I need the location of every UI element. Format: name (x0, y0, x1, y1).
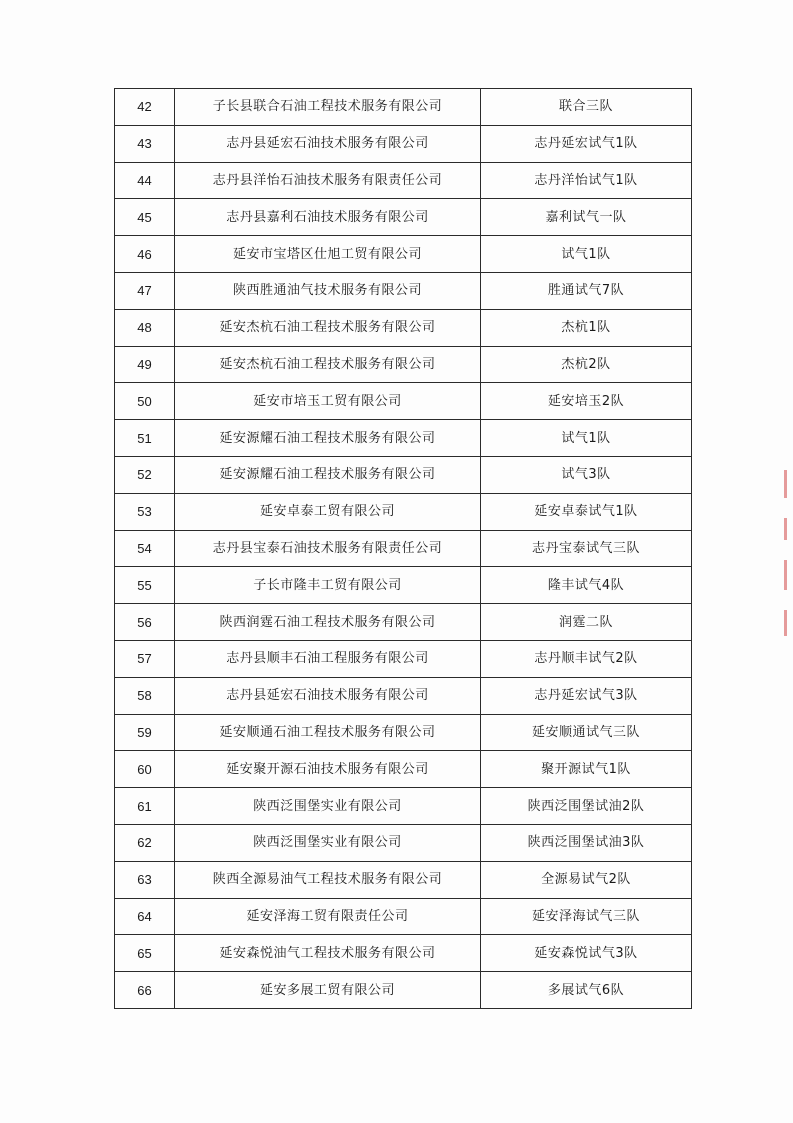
team-name-cell: 试气3队 (481, 456, 692, 493)
company-name-cell: 延安源耀石油工程技术服务有限公司 (175, 420, 481, 457)
team-name-cell: 胜通试气7队 (481, 272, 692, 309)
table-row (115, 604, 692, 641)
table-row (115, 236, 692, 273)
team-name-cell: 杰杭2队 (481, 346, 692, 383)
table-row (115, 640, 692, 677)
table-row (115, 788, 692, 825)
row-number-cell: 57 (115, 640, 175, 677)
row-number-cell: 53 (115, 493, 175, 530)
company-name-cell: 延安泽海工贸有限责任公司 (175, 898, 481, 935)
team-name-cell: 志丹延宏试气1队 (481, 125, 692, 162)
company-name-cell: 延安杰杭石油工程技术服务有限公司 (175, 346, 481, 383)
team-name-cell: 延安顺通试气三队 (481, 714, 692, 751)
table-row (115, 162, 692, 199)
table-row (115, 861, 692, 898)
row-number-cell: 50 (115, 383, 175, 420)
seal-edge-mark (784, 518, 787, 540)
table-row (115, 309, 692, 346)
table-row (115, 383, 692, 420)
company-name-cell: 陕西全源易油气工程技术服务有限公司 (175, 861, 481, 898)
row-number-cell: 63 (115, 861, 175, 898)
company-name-cell: 延安森悦油气工程技术服务有限公司 (175, 935, 481, 972)
table-row (115, 972, 692, 1009)
table-row (115, 493, 692, 530)
company-name-cell: 延安多展工贸有限公司 (175, 972, 481, 1009)
company-name-cell: 志丹县宝泰石油技术服务有限责任公司 (175, 530, 481, 567)
team-name-cell: 隆丰试气4队 (481, 567, 692, 604)
team-name-cell: 延安培玉2队 (481, 383, 692, 420)
row-number-cell: 48 (115, 309, 175, 346)
row-number-cell: 61 (115, 788, 175, 825)
row-number-cell: 55 (115, 567, 175, 604)
table-row (115, 456, 692, 493)
team-name-cell: 聚开源试气1队 (481, 751, 692, 788)
company-name-cell: 志丹县延宏石油技术服务有限公司 (175, 125, 481, 162)
table-row (115, 89, 692, 126)
row-number-cell: 66 (115, 972, 175, 1009)
company-name-cell: 志丹县嘉利石油技术服务有限公司 (175, 199, 481, 236)
row-number-cell: 45 (115, 199, 175, 236)
company-name-cell: 子长市隆丰工贸有限公司 (175, 567, 481, 604)
team-name-cell: 延安森悦试气3队 (481, 935, 692, 972)
table-row (115, 751, 692, 788)
team-roster-table (114, 88, 692, 1009)
company-name-cell: 陕西泛围堡实业有限公司 (175, 824, 481, 861)
team-name-cell: 多展试气6队 (481, 972, 692, 1009)
team-name-cell: 志丹顺丰试气2队 (481, 640, 692, 677)
company-name-cell: 延安顺通石油工程技术服务有限公司 (175, 714, 481, 751)
row-number-cell: 43 (115, 125, 175, 162)
row-number-cell: 44 (115, 162, 175, 199)
table-row (115, 935, 692, 972)
company-name-cell: 志丹县顺丰石油工程服务有限公司 (175, 640, 481, 677)
row-number-cell: 54 (115, 530, 175, 567)
row-number-cell: 56 (115, 604, 175, 641)
team-name-cell: 试气1队 (481, 236, 692, 273)
row-number-cell: 59 (115, 714, 175, 751)
team-name-cell: 志丹宝泰试气三队 (481, 530, 692, 567)
company-name-cell: 志丹县洋怡石油技术服务有限责任公司 (175, 162, 481, 199)
row-number-cell: 62 (115, 824, 175, 861)
row-number-cell: 52 (115, 456, 175, 493)
company-name-cell: 延安聚开源石油技术服务有限公司 (175, 751, 481, 788)
team-name-cell: 试气1队 (481, 420, 692, 457)
company-name-cell: 志丹县延宏石油技术服务有限公司 (175, 677, 481, 714)
company-name-cell: 陕西胜通油气技术服务有限公司 (175, 272, 481, 309)
team-name-cell: 陕西泛围堡试油2队 (481, 788, 692, 825)
team-name-cell: 延安卓泰试气1队 (481, 493, 692, 530)
company-name-cell: 延安卓泰工贸有限公司 (175, 493, 481, 530)
team-name-cell: 嘉利试气一队 (481, 199, 692, 236)
row-number-cell: 49 (115, 346, 175, 383)
company-name-cell: 延安市培玉工贸有限公司 (175, 383, 481, 420)
team-name-cell: 润霆二队 (481, 604, 692, 641)
team-name-cell: 全源易试气2队 (481, 861, 692, 898)
seal-edge-mark (784, 560, 787, 590)
table-row (115, 898, 692, 935)
table-row (115, 199, 692, 236)
table-row (115, 125, 692, 162)
team-name-cell: 志丹洋怡试气1队 (481, 162, 692, 199)
row-number-cell: 46 (115, 236, 175, 273)
company-name-cell: 延安杰杭石油工程技术服务有限公司 (175, 309, 481, 346)
company-name-cell: 延安市宝塔区仕旭工贸有限公司 (175, 236, 481, 273)
table-body (115, 89, 692, 1009)
table-row (115, 346, 692, 383)
seal-edge-mark (784, 470, 787, 498)
row-number-cell: 60 (115, 751, 175, 788)
seal-edge-mark (784, 610, 787, 636)
row-number-cell: 64 (115, 898, 175, 935)
seal-edge-marks (779, 470, 787, 640)
team-name-cell: 志丹延宏试气3队 (481, 677, 692, 714)
row-number-cell: 58 (115, 677, 175, 714)
table-row (115, 677, 692, 714)
row-number-cell: 47 (115, 272, 175, 309)
table-row (115, 420, 692, 457)
row-number-cell: 51 (115, 420, 175, 457)
table-row (115, 567, 692, 604)
team-name-cell: 延安泽海试气三队 (481, 898, 692, 935)
row-number-cell: 65 (115, 935, 175, 972)
table-row (115, 530, 692, 567)
company-name-cell: 陕西润霆石油工程技术服务有限公司 (175, 604, 481, 641)
company-name-cell: 陕西泛围堡实业有限公司 (175, 788, 481, 825)
table-row (115, 824, 692, 861)
company-name-cell: 子长县联合石油工程技术服务有限公司 (175, 89, 481, 126)
table-row (115, 714, 692, 751)
table-row (115, 272, 692, 309)
company-name-cell: 延安源耀石油工程技术服务有限公司 (175, 456, 481, 493)
team-name-cell: 杰杭1队 (481, 309, 692, 346)
row-number-cell: 42 (115, 89, 175, 126)
team-name-cell: 陕西泛围堡试油3队 (481, 824, 692, 861)
team-name-cell: 联合三队 (481, 89, 692, 126)
